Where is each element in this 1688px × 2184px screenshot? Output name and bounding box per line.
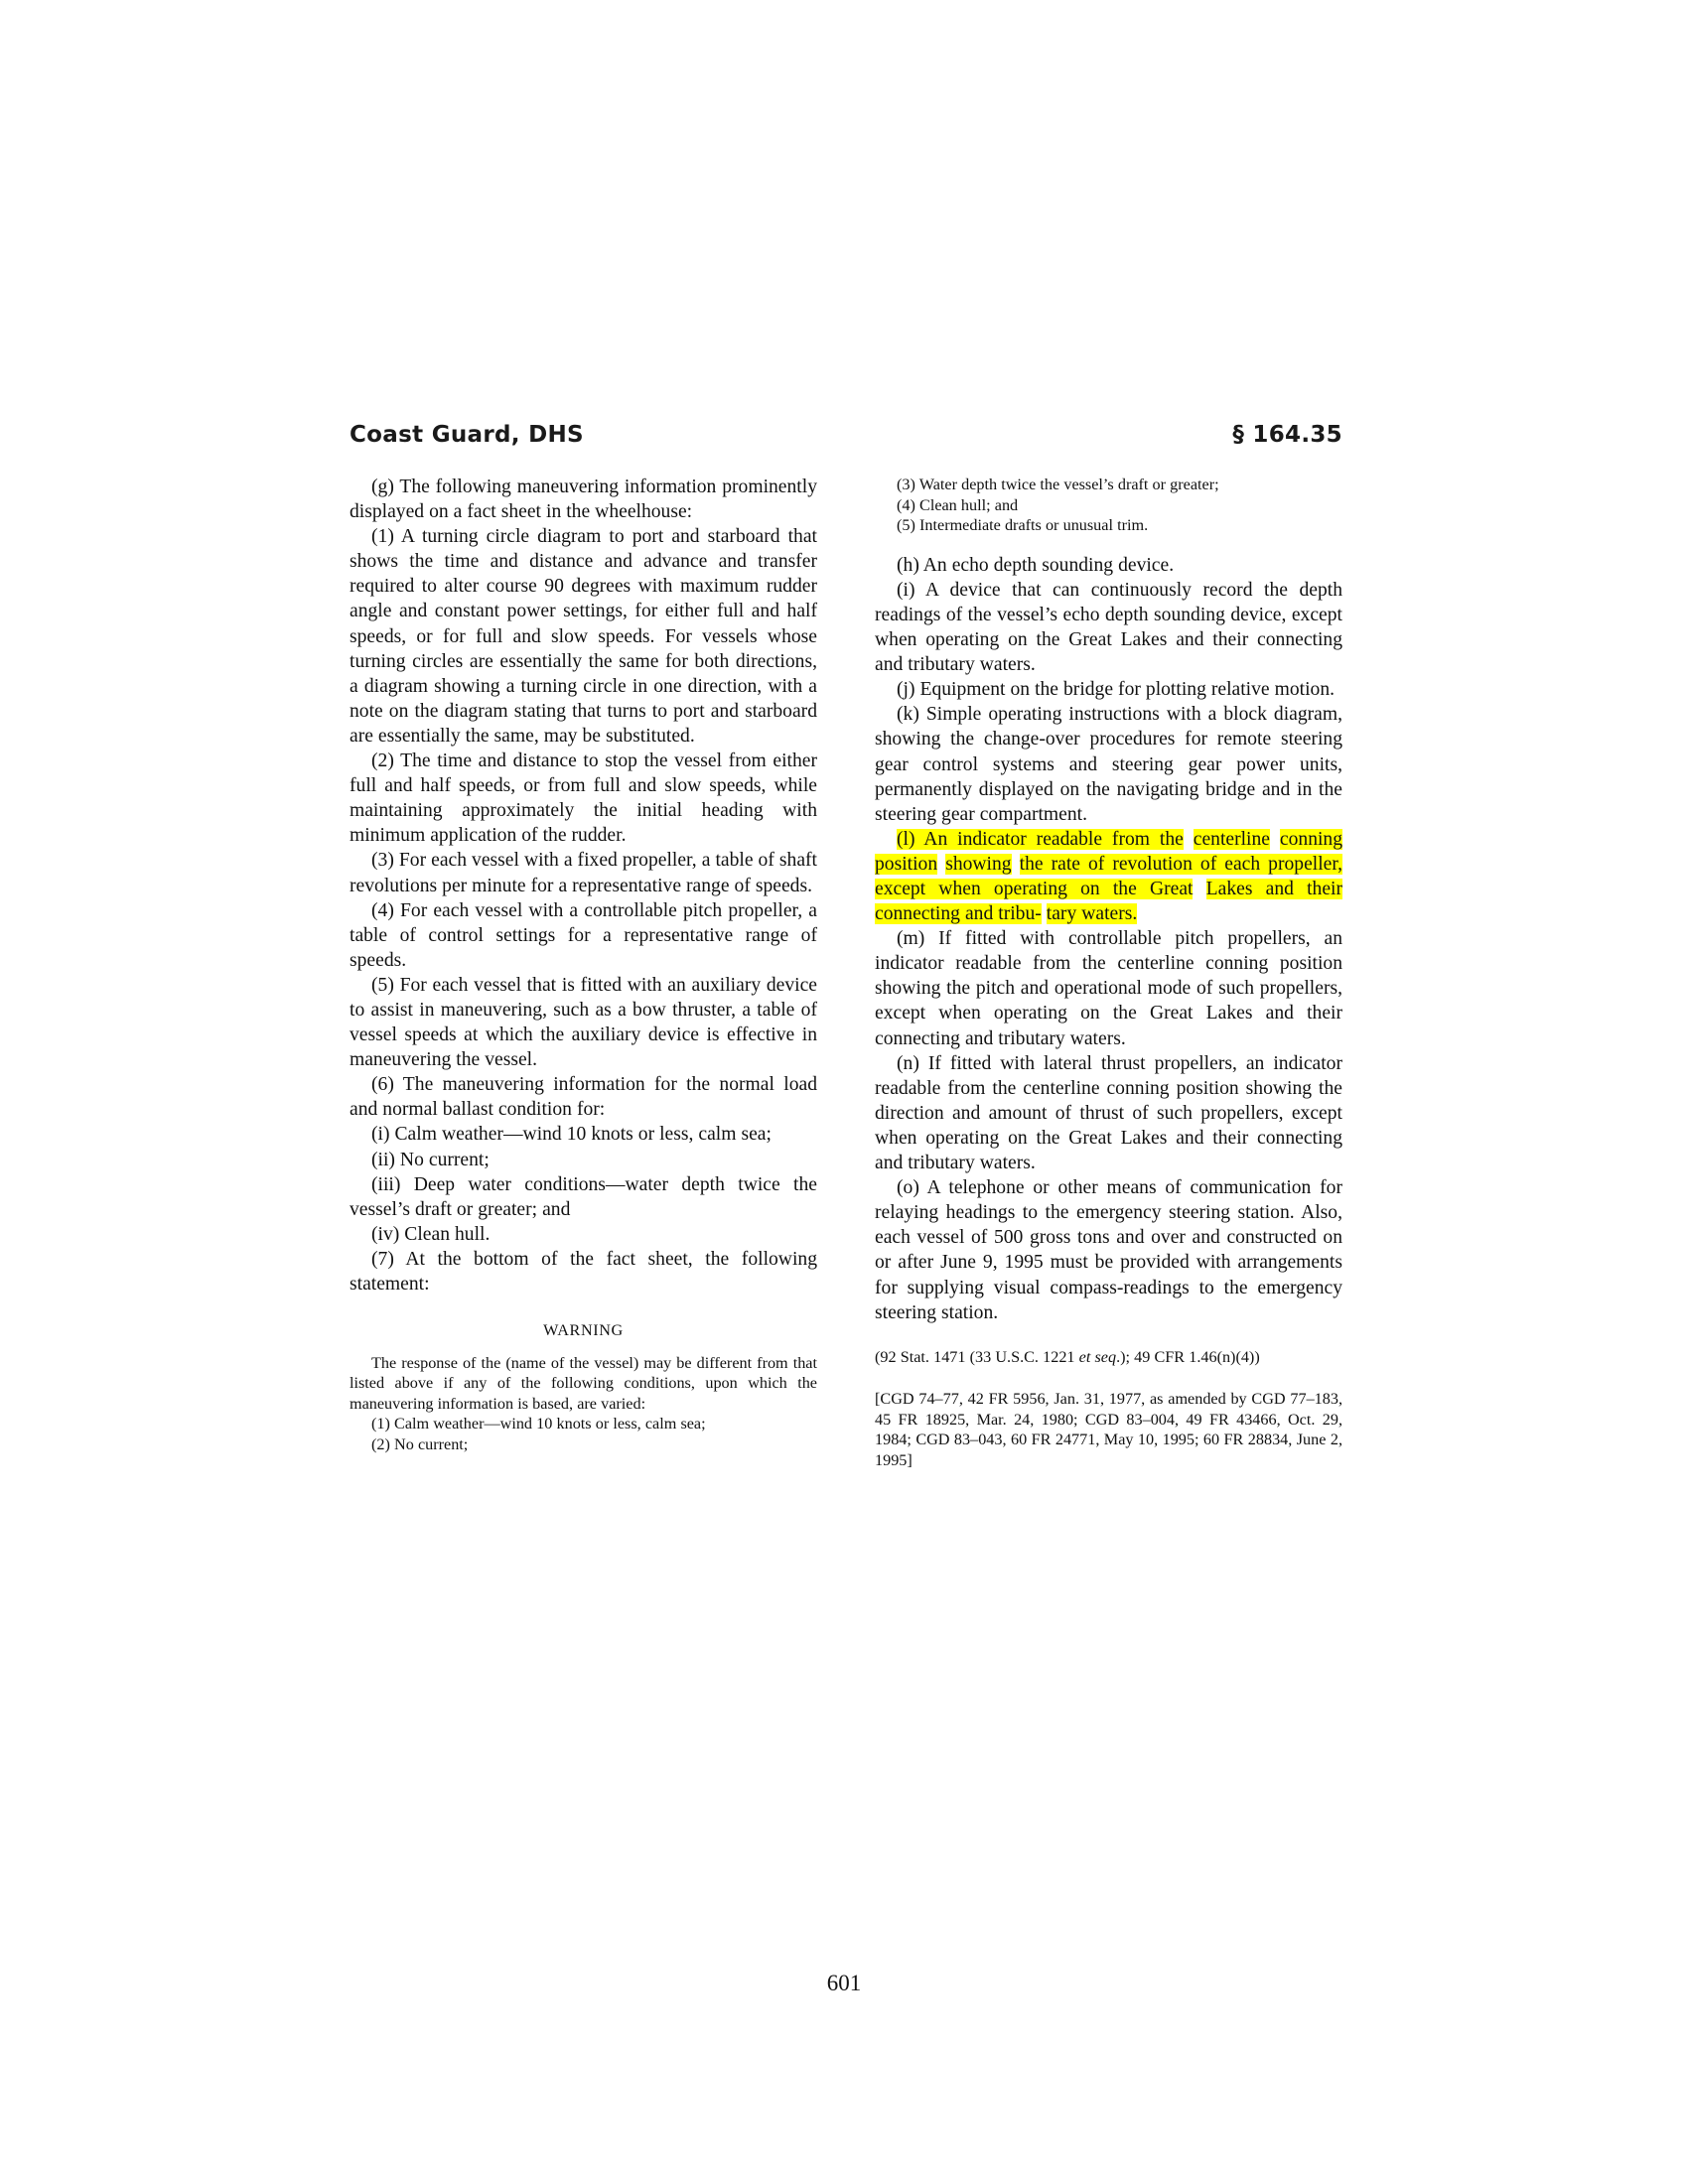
paragraph-g-7: (7) At the bottom of the fact sheet, the following statement: [350,1248,817,1295]
paragraph-g-6: (6) The maneuvering information for the normal load and normal ballast condition for: [350,1074,817,1121]
highlight-gap [1184,829,1194,850]
spacer [875,536,1342,553]
authority-note [875,1347,1342,1368]
highlight-gap [1270,829,1280,850]
two-column-body [350,475,1342,1471]
warning-item-5: (5) Intermediate drafts or unusual trim. [897,516,1149,535]
paragraph-g-6-ii: (ii) No current; [371,1149,490,1170]
highlight-gap [1012,854,1020,875]
authority-note-prefix: (92 Stat. 1471 (33 U.S.C. 1221 [875,1347,1079,1366]
highlight-line-2c: position [875,853,938,875]
highlight-line-2b: conning [1279,828,1343,850]
highlight-line-3: the rate of revolution of each propeller, [1019,853,1342,875]
paragraph-j: (j) Equipment on the bridge for plotting relative motion. [897,679,1336,701]
paragraph-h: (h) An echo depth sounding device. [897,554,1175,576]
highlight-line-4: except when operating on the Great [875,879,1194,899]
paragraph-n: (n) If fitted with lateral thrust propellers, an indicator readable from the centerline conning position showing the direction and amount of thrust of such propellers, except when operating on the Great Lakes and their connecting and tributary waters. [875,1052,1342,1174]
paragraph-g-2: (2) The time and distance to stop the vessel from either full and half speeds, or from full and slow speeds, while maintaining approximately the initial heading with minimum application of the rudder. [350,751,817,847]
warning-item-2: (2) No current; [371,1435,469,1454]
authority-note-italic: et seq [1078,1347,1117,1366]
paragraph-l-highlighted [875,827,1342,926]
paragraph-k: (k) Simple operating instructions with a block diagram, showing the change-over procedures for remote steering gear control systems and steering gear power units, permanently displayed on the navigating bridge and in the steering gear compartment. [875,704,1342,825]
paragraph-g-6-i: (i) Calm weather—wind 10 knots or less, calm sea; [371,1124,772,1146]
warning-body: The response of the (name of the vessel) may be different from that listed above if any of the following conditions, upon which the maneuvering information is based, are varied: [350,1353,817,1413]
highlight-line-6: tary waters. [1046,903,1138,925]
spacer [875,1367,1342,1389]
highlight-line-1: (l) An indicator readable from the [897,828,1184,850]
highlight-line-5: Lakes and their connecting and tribu- [875,879,1343,925]
right-column [875,475,1342,1471]
warning-item-4: (4) Clean hull; and [897,495,1019,514]
paragraph-m: (m) If fitted with controllable pitch propellers, an indicator readable from the centerline conning position showing the pitch and operational mode of such propellers, except when operating on the Great Lakes and their connecting and tributary waters. [875,928,1342,1049]
paragraph-g-5: (5) For each vessel that is fitted with an auxiliary device to assist in maneuvering, such as a bow thruster, a table of vessel speeds at which the auxiliary device is effective in maneuvering the vessel. [350,974,817,1071]
paragraph-g-3: (3) For each vessel with a fixed propeller, a table of shaft revolutions per minute for a representative range of speeds. [350,850,817,896]
paragraph-g-1: (1) A turning circle diagram to port and starboard that shows the time and distance and advance and transfer required to alter course 90 degrees with maximum rudder angle and constant power settings, for either full and half speeds, or for full and slow speeds. For vessels whose turning circles are essentially the same for both directions, a diagram showing a turning circle in one direction, with a note on the diagram stating that turns to port and starboard are essentially the same, may be substituted. [350,526,817,747]
paragraph-g-6-iii: (iii) Deep water conditions—water depth twice the vessel’s draft or greater; and [350,1173,817,1220]
warning-item-1: (1) Calm weather—wind 10 knots or less, calm sea; [371,1415,706,1433]
page-number: 601 [826,1971,862,1995]
running-head [350,422,1342,448]
highlight-gap [937,854,945,875]
warning-item-3: (3) Water depth twice the vessel’s draft or greater; [897,476,1219,493]
paragraph-g-4: (4) For each vessel with a controllable pitch propeller, a table of control settings for a representative range of speeds. [350,899,817,971]
paragraph-o: (o) A telephone or other means of communication for relaying headings to the emergency steering station. Also, each vessel of 500 gross tons and over and constructed on or after June 9, 1995 must be provided with arrangements for supplying visual compass-readings to the emergency steering station. [875,1177,1342,1323]
highlight-line-2d: showing [945,853,1012,875]
running-head-left: Coast Guard, DHS [350,422,584,448]
authority-note-suffix: .); 49 CFR 1.46(n)(4)) [1116,1347,1260,1366]
warning-heading: WARNING [543,1321,624,1340]
paragraph-g-6-iv: (iv) Clean hull. [371,1223,491,1245]
paragraph-i: (i) A device that can continuously record the depth readings of the vessel’s echo depth sounding device, except when operating on the Great Lakes and their connecting and tributary waters. [875,579,1342,676]
left-column [350,475,817,1471]
running-head-section-number: § 164.35 [1232,422,1342,448]
paragraph-g: (g) The following maneuvering information prominently displayed on a fact sheet in the wheelhouse: [350,477,817,523]
highlight-line-2a: centerline [1193,828,1270,850]
spacer [875,1325,1342,1347]
source-note: [CGD 74–77, 42 FR 5956, Jan. 31, 1977, as amended by CGD 77–183, 45 FR 18925, Mar. 24, 1980; CGD 83–004, 49 FR 43466, Oct. 29, 1984; CGD 83–043, 60 FR 24771, May 10, 1995; 60 FR 28834, June 2, 1995] [875,1390,1342,1470]
highlight-gap [1193,879,1205,899]
